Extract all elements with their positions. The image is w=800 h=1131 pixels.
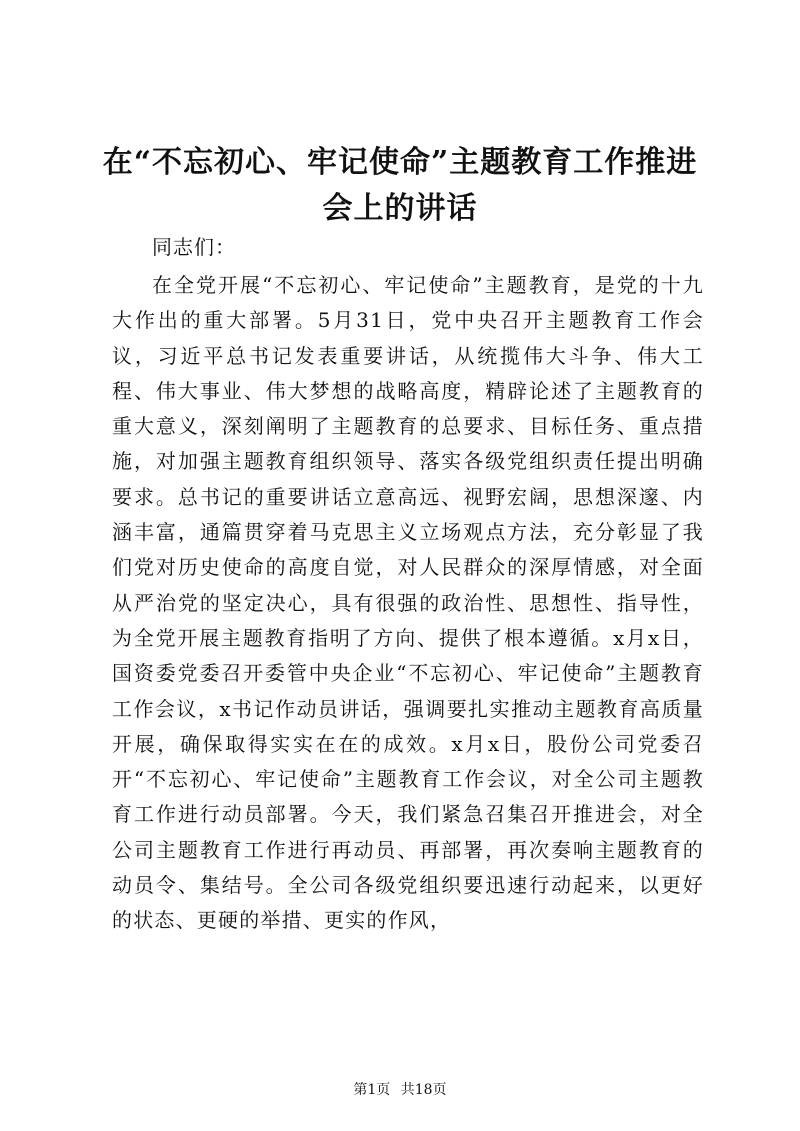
page-number: 第1页 <box>353 1082 391 1098</box>
body-paragraph: 在全党开展“不忘初心、牢记使命”主题教育，是党的十九大作出的重大部署。5月31日，党中央召开主题教育工作会议，习近平总书记发表重要讲话，从统揽伟大斗争、伟大工程、伟大事业、伟大梦想的战略高度，精辟论述了主题教育的重大意义，深刻阐明了主题教育的总要求、目标任务、重点措施，对加强主题教育组织领导、落实各级党组织责任提出明确要求。总书记的重要讲话立意高远、视野宏阔，思想深邃、内涵丰富，通篇贯穿着马克思主义立场观点方法，充分彰显了我们党对历史使命的高度自觉，对人民群众的深厚情感，对全面从严治党的坚定决心，具有很强的政治性、思想性、指导性，为全党开展主题教育指明了方向、提供了根本遵循。x月x日，国资委党委召开委管中央企业“不忘初心、牢记使命”主题教育工作会议，x书记作动员讲话，强调要扎实推动主题教育高质量开展，确保取得实实在在的成效。x月x日，股份公司党委召开“不忘初心、牢记使命”主题教育工作会议，对全公司主题教育工作进行动员部署。今天，我们紧急召集召开推进会，对全公司主题教育工作进行再动员、再部署，再次奏响主题教育的动员令、集结号。全公司各级党组织要迅速行动起来，以更好的状态、更硬的举措、更实的作风， <box>112 273 704 933</box>
document-title <box>100 140 700 232</box>
title-line-1: 在“不忘初心、牢记使命”主题教育工作推进 <box>102 145 698 180</box>
salutation: 同志们： <box>152 235 236 259</box>
title-line-2: 会上的讲话 <box>322 191 478 226</box>
page-footer <box>0 1080 800 1100</box>
page-total: 共18页 <box>400 1082 447 1098</box>
